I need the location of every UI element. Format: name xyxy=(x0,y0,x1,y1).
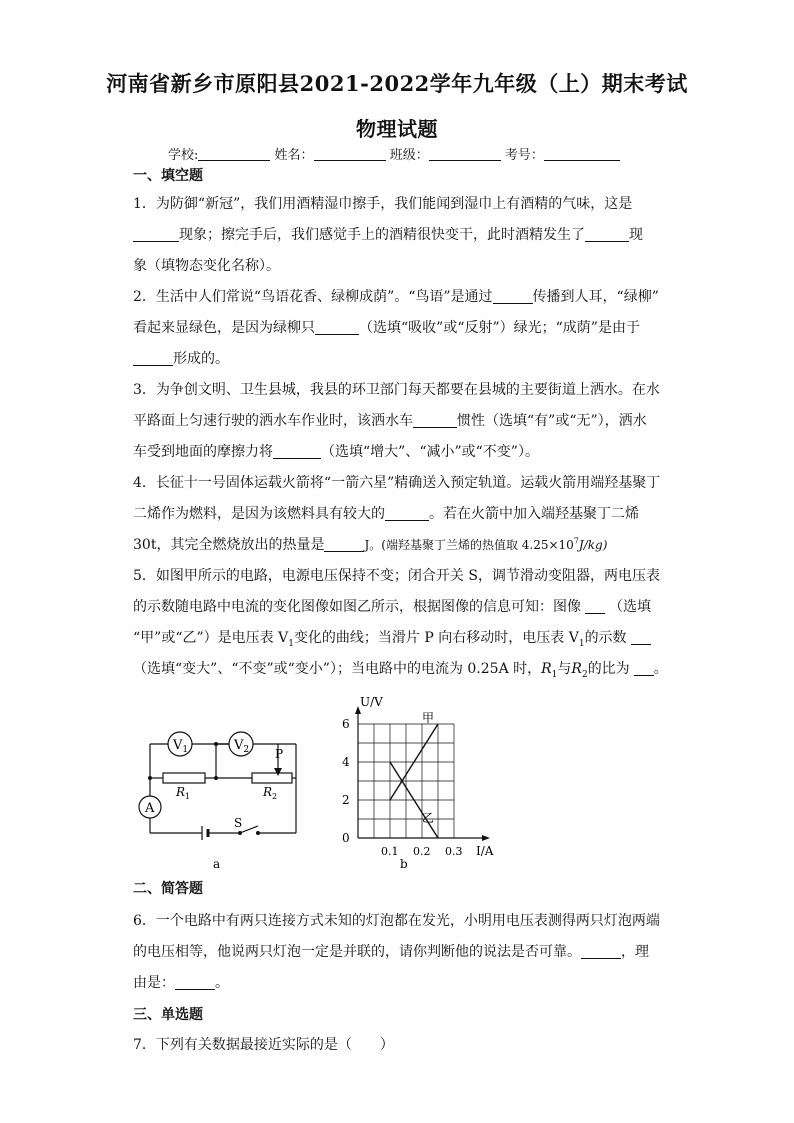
x-tick-label: 0.1 xyxy=(381,845,399,858)
junction-1 xyxy=(148,776,152,780)
figure-b-caption: b xyxy=(400,857,408,870)
q4-line1: 4．长征十一号固体运载火箭将“一箭六星”精确送入预定轨道。运载火箭用端羟基聚丁 xyxy=(133,475,661,491)
q5-line4 xyxy=(133,658,668,680)
section-single-choice: 三、单选题 xyxy=(133,1007,203,1023)
q6-text2b: ，理 xyxy=(621,944,649,960)
q3-text2a: 平路面上匀速行驶的洒水车作业时，该洒水车 xyxy=(133,413,413,429)
x-axis-label: I/A xyxy=(476,844,494,858)
school-label: 学校: xyxy=(168,148,199,163)
q1-text2b: 现 xyxy=(629,227,643,243)
q5-text2b: （选填 xyxy=(609,599,651,615)
x-axis-arrow xyxy=(482,835,490,841)
resistor-r1 xyxy=(163,773,205,783)
q6-text2a: 的电压相等，他说两只灯泡一定是并联的，请你判断他的说法是否可靠。 xyxy=(133,944,581,960)
name-label: 姓名： xyxy=(274,148,314,163)
q2-blank3[interactable] xyxy=(133,351,173,366)
origin-label: 0 xyxy=(342,831,350,845)
q5-blank2[interactable] xyxy=(631,630,651,645)
r2-label: $R_2$ xyxy=(263,785,278,801)
figure-a-caption: a xyxy=(213,857,221,870)
q4-text2a: 二烯作为燃料，是因为该燃料具有较大的 xyxy=(133,506,385,522)
ammeter-label: A xyxy=(145,801,155,816)
q2-text1b: 传播到人耳，“绿柳” xyxy=(532,289,659,305)
q7-line1: 7．下列有关数据最接近实际的是（ ） xyxy=(133,1037,394,1053)
q2-line2 xyxy=(133,317,663,337)
q1-line3: 象（填物态变化名称）。 xyxy=(133,258,280,274)
q5-sub1: 1 xyxy=(288,638,294,649)
q6-line3 xyxy=(133,972,663,992)
q5-figures xyxy=(130,690,530,870)
q5-and: 与 xyxy=(557,661,572,677)
q6-text3a: 由是： xyxy=(133,975,175,991)
q4-text3b: J。(端羟基聚丁兰烯的热值取 4.25×10 xyxy=(364,538,574,552)
q5-r1-sub: 1 xyxy=(551,669,558,680)
q5-sub2: 1 xyxy=(578,638,585,649)
class-field[interactable] xyxy=(429,148,501,161)
q2-text2b: （选填“吸收”或“反射”）绿光；“成荫”是由于 xyxy=(359,320,640,336)
q5-r1: R xyxy=(541,661,552,677)
q5-text3b: 变化的曲线；当滑片 P 向右移动时，电压表 V xyxy=(293,630,579,646)
q3-line1: 3．为争创文明、卫生县城，我县的环卫部门每天都要在县城的主要街道上洒水。在水 xyxy=(133,382,660,398)
q4-text3a: 30t，其完全燃烧放出的热量是 xyxy=(133,537,325,553)
q1-blank1[interactable] xyxy=(133,227,179,242)
exam-title: 河南省新乡市原阳县2021-2022学年九年级（上）期末考试 xyxy=(106,71,688,96)
q3-text2b: 惯性（选填“有”或“无”），洒水 xyxy=(457,413,647,429)
q3-blank2[interactable] xyxy=(273,444,321,459)
q3-blank1[interactable] xyxy=(413,413,457,428)
q5-text3c: 的示数 xyxy=(584,630,627,646)
switch-pivot xyxy=(238,831,242,835)
slider-arrow xyxy=(274,768,282,776)
junction-3 xyxy=(214,776,218,780)
q5-text4b: 的比为 xyxy=(587,661,630,677)
v1-label: $V_1$ xyxy=(173,738,189,755)
q3-line3 xyxy=(133,441,663,461)
p-label: P xyxy=(275,747,284,761)
q5-text4a: （选填“变大”、“不变”或“变小”）；当电路中的电流为 0.25A 时， xyxy=(133,661,542,677)
name-field[interactable] xyxy=(314,148,386,161)
q2-text1a: 2．生活中人们常说“鸟语花香、绿柳成荫”。“鸟语”是通过 xyxy=(133,289,493,305)
q1-text2a: 现象；擦完手后，我们感觉手上的酒精很快变干，此时酒精发生了 xyxy=(179,227,585,243)
q5-text4c: 。 xyxy=(653,661,668,677)
q4-blank1[interactable] xyxy=(385,506,429,521)
exam-subtitle: 物理试题 xyxy=(356,117,438,141)
x-tick-label: 0.3 xyxy=(445,845,463,858)
series-label-2: 乙 xyxy=(422,811,435,825)
section-fill-blank: 一、填空题 xyxy=(133,168,203,184)
graph-b xyxy=(342,695,494,858)
student-info-row xyxy=(168,144,620,163)
q5-line3 xyxy=(133,627,663,649)
section-short-answer: 二、简答题 xyxy=(133,881,203,897)
switch-s xyxy=(240,826,258,833)
q5-blank1[interactable] xyxy=(585,599,605,614)
school-field[interactable] xyxy=(198,148,270,161)
q2-blank2[interactable] xyxy=(315,320,359,335)
x-tick-label: 0.2 xyxy=(413,845,431,858)
q4-text2b: 。若在火箭中加入端羟基聚丁二烯 xyxy=(429,506,639,522)
id-field[interactable] xyxy=(544,148,620,161)
id-label: 考号： xyxy=(504,148,544,163)
q5-r2: R xyxy=(571,661,582,677)
q1-line1: 1．为防御“新冠”，我们用酒精湿巾擦手，我们能闻到湿巾上有酒精的气味，这是 xyxy=(133,196,633,212)
q5-r2-sub: 2 xyxy=(581,669,588,680)
q6-line1: 6．一个电路中有两只连接方式未知的灯泡都在发光，小明用电压表测得两只灯泡两端 xyxy=(133,913,660,929)
r1-label: $R_1$ xyxy=(176,785,191,801)
s-label: S xyxy=(234,816,243,830)
q2-blank1[interactable] xyxy=(493,289,533,304)
class-label: 班级： xyxy=(389,148,429,163)
junction-2 xyxy=(214,742,218,746)
q2-text3: 形成的。 xyxy=(173,351,229,367)
q6-line2 xyxy=(133,941,663,961)
q4-line2 xyxy=(133,503,663,523)
y-axis-label: U/V xyxy=(360,695,383,709)
q5-line2 xyxy=(133,596,663,616)
q2-text2a: 看起来显绿色，是因为绿柳只 xyxy=(133,320,315,336)
q5-text3a: “甲”或“乙”）是电压表 V xyxy=(133,630,289,646)
q6-text3b: 。 xyxy=(215,975,229,991)
q3-line2 xyxy=(133,410,663,430)
q5-line1: 5．如图甲所示的电路，电源电压保持不变；闭合开关 S，调节滑动变阻器，两电压表 xyxy=(133,568,660,584)
q6-blank2[interactable] xyxy=(175,975,215,990)
y-tick-label: 2 xyxy=(342,793,350,807)
resistor-r2 xyxy=(252,773,292,783)
q1-line2 xyxy=(133,224,663,244)
q2-line1 xyxy=(133,286,663,306)
q3-text3a: 车受到地面的摩擦力将 xyxy=(133,444,273,460)
q4-text3c: J/kg) xyxy=(578,538,608,552)
q2-line3 xyxy=(133,348,663,368)
q5-text2a: 的示数随电路中电流的变化图像如图乙所示，根据图像的信息可知：图像 xyxy=(133,599,581,615)
q4-blank2[interactable] xyxy=(324,537,364,552)
q1-blank2[interactable] xyxy=(585,227,629,242)
q5-blank3[interactable] xyxy=(634,661,654,676)
v2-label: $V_2$ xyxy=(234,738,250,755)
y-tick-label: 4 xyxy=(342,755,350,769)
q6-blank1[interactable] xyxy=(581,944,621,959)
q4-line3 xyxy=(133,534,663,554)
series-label-1: 甲 xyxy=(422,711,435,725)
switch-contact xyxy=(256,831,260,835)
y-tick-label: 6 xyxy=(342,717,350,731)
q3-text3b: （选填“增大”、“减小”或“不变”）。 xyxy=(321,444,539,460)
q4-exponent: 7 xyxy=(573,536,579,546)
